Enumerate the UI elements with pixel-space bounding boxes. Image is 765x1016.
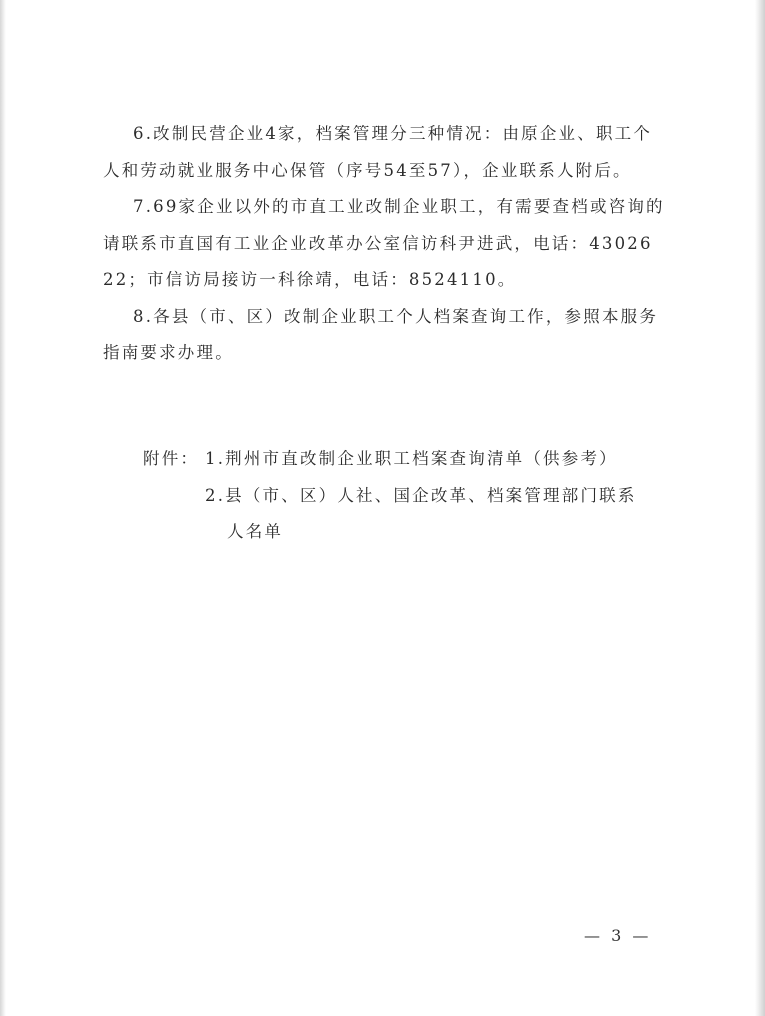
attachment-item-2 <box>143 478 673 515</box>
attachments-label: 附件： <box>143 449 200 468</box>
document-body <box>103 116 665 372</box>
paragraph-7: 7.69家企业以外的市直工业改制企业职工，有需要查档或咨询的请联系市直国有工业企业改革办公室信访科尹进武，电话：4302622；市信访局接访一科徐靖，电话：8524110。 <box>103 197 665 289</box>
page-number: — 3 — <box>584 926 652 945</box>
paragraph-6: 6.改制民营企业4家，档案管理分三种情况：由原企业、职工个人和劳动就业服务中心保管（序号54至57），企业联系人附后。 <box>103 124 653 180</box>
attachment-item-1 <box>143 441 673 478</box>
paragraph-8: 8.各县（市、区）改制企业职工个人档案查询工作，参照本服务指南要求办理。 <box>103 306 659 362</box>
page-left-edge <box>0 0 6 1016</box>
page-right-edge <box>755 0 765 1016</box>
attachments-section <box>143 441 673 551</box>
attachment-item-2-text: 2.县（市、区）人社、国企改革、档案管理部门联系 <box>205 485 637 505</box>
attachment-item-1-text: 1.荆州市直改制企业职工档案查询清单（供参考） <box>205 449 618 468</box>
attachment-item-2-continuation: 人名单 <box>227 522 284 541</box>
